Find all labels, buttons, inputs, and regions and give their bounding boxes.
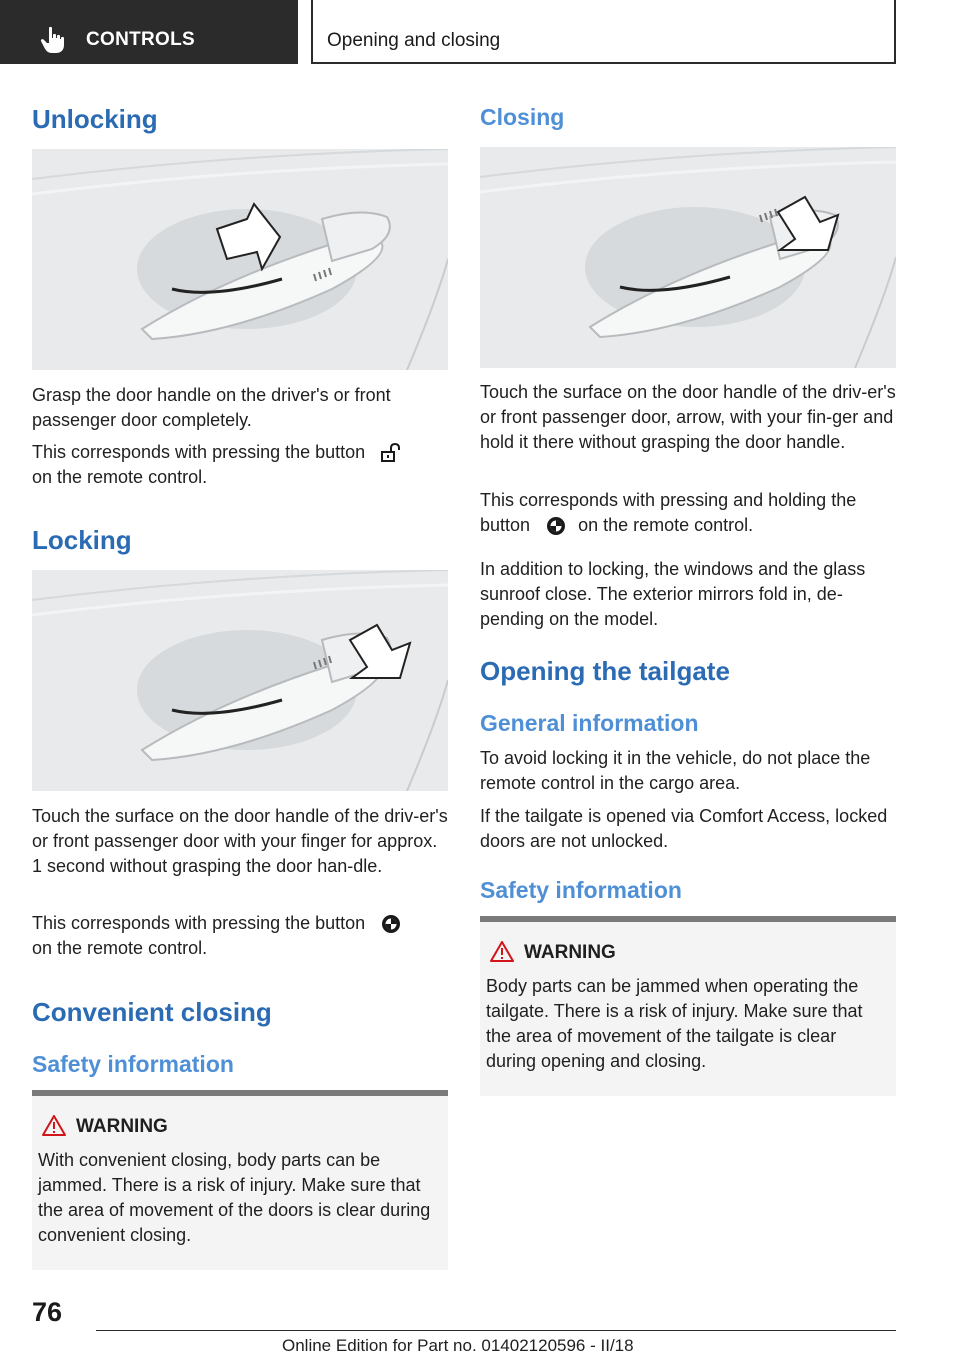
convenient-safety-heading: Safety information: [32, 1051, 234, 1077]
locking-heading: Locking: [32, 525, 132, 555]
general-paragraph-1: To avoid locking it in the vehicle, do not place the remote control in the cargo area.: [480, 748, 871, 793]
locking-paragraph-2: This corresponds with pressing the button on the remote control.: [32, 911, 448, 961]
warning-text: With convenient closing, body parts can be jammed. There is a risk of injury. Make sure that the area of movement of the doors is clear during convenient closing.: [38, 1150, 431, 1245]
convenient-warning-box: [32, 1090, 448, 1270]
tailgate-heading: Opening the tailgate: [480, 656, 730, 686]
section-label: CONTROLS: [86, 29, 196, 50]
footer-rule: [96, 1330, 896, 1331]
tailgate-warning-box: [480, 916, 896, 1096]
unlocking-paragraph-2: This corresponds with pressing the button on the remote control.: [32, 440, 448, 490]
warning-text: Body parts can be jammed when operating the tailgate. There is a risk of injury. Make sure that the area of movement of the tailgate is clear during opening and closing.: [486, 976, 863, 1071]
convenient-closing-heading: Convenient closing: [32, 997, 272, 1027]
locking-figure: [32, 570, 448, 791]
section-tab: [0, 0, 298, 64]
general-paragraph-2: If the tailgate is opened via Comfort Access, locked doors are not unlocked.: [480, 806, 888, 851]
chapter-title: Opening and closing: [327, 30, 501, 51]
tailgate-safety-heading: Safety information: [480, 877, 682, 903]
unlock-padlock-icon: [380, 443, 402, 463]
warning-title: WARNING: [76, 1116, 168, 1137]
bmw-roundel-icon: [545, 516, 567, 536]
closing-paragraph-1: Touch the surface on the door handle of the driv‐er's or front passenger door, arrow, with your fin‐ger and hold it there without grasping the door handle.: [480, 382, 896, 452]
closing-paragraph-3: In addition to locking, the windows and the glass sunroof close. The exterior mirrors fold in, de‐pending on the model.: [480, 559, 866, 629]
bmw-roundel-icon: [380, 914, 402, 934]
locking-paragraph-1: Touch the surface on the door handle of the driv‐er's or front passenger door with your finger for approx. 1 second without grasping the door han‐dle.: [32, 806, 448, 876]
warning-triangle-icon: [490, 941, 514, 962]
closing-paragraph-2: This corresponds with pressing and holding the button on the remote control.: [480, 490, 857, 535]
general-information-heading: General information: [480, 710, 699, 736]
warning-triangle-icon: [42, 1115, 66, 1136]
closing-heading: Closing: [480, 104, 565, 130]
closing-figure: [480, 147, 896, 368]
unlocking-figure: [32, 149, 448, 370]
hand-pointer-icon: [40, 26, 66, 54]
edition-note: Online Edition for Part no. 01402120596 - II/18: [282, 1336, 634, 1355]
unlocking-paragraph-1: Grasp the door handle on the driver's or front passenger door completely.: [32, 385, 391, 430]
chapter-header: [311, 0, 896, 64]
page-number: 76: [32, 1297, 63, 1327]
unlocking-heading: Unlocking: [32, 104, 158, 134]
warning-title: WARNING: [524, 942, 616, 963]
